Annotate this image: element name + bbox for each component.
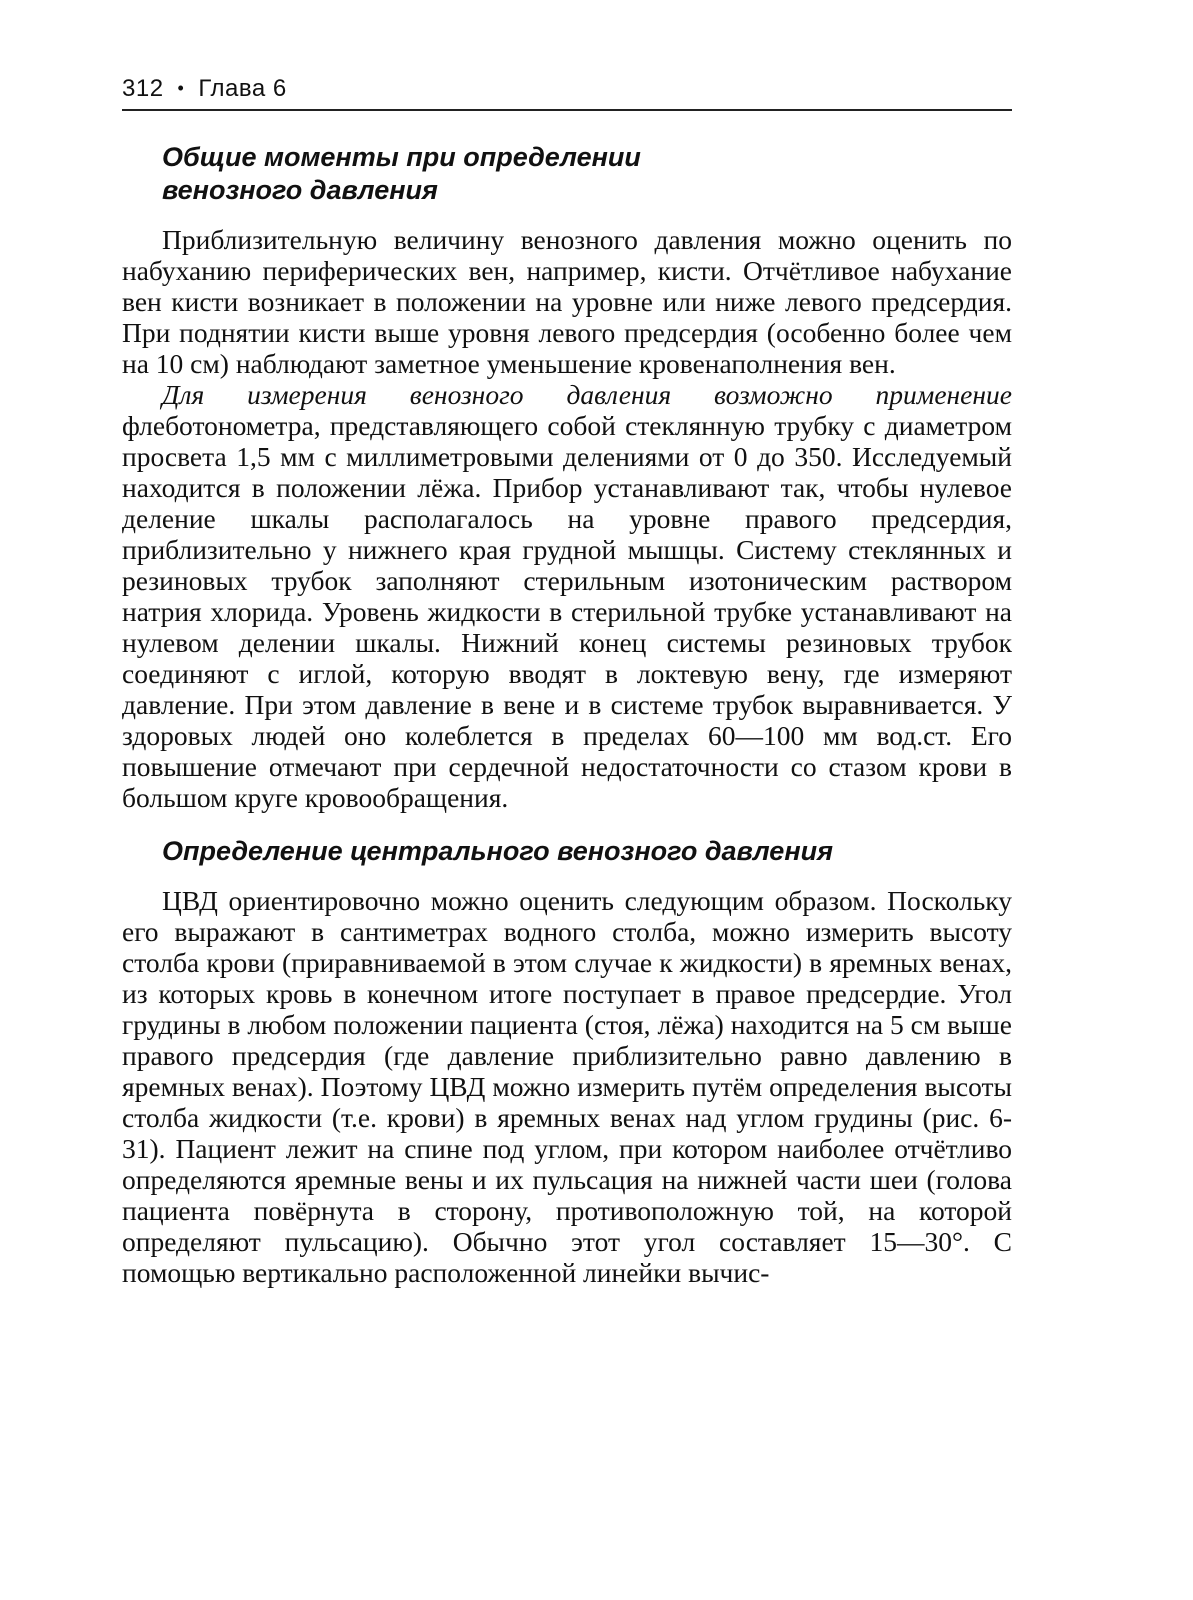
paragraph-peripheral-veins: Приблизительную величину венозного давления можно оценить по набуханию периферических вен, например, кисти. Отчётливое набухание вен кисти возникает в положении на уровне или ниже левого предсердия. При поднятии кисти выше уровня левого предсердия (особенно более чем на 10 см) наблюдают заметное уменьшение кровенаполнения вен. xyxy=(122,224,1012,379)
paragraph-body: флеботонометра, представляющего собой стеклянную трубку с диаметром просвета 1,5 мм с миллиметровыми делениями от 0 до 350. Исследуемый находится в положении лёжа. Прибор устанавливают так, чтобы нулевое деление шкалы располагалось на уровне правого предсердия, приблизительно у нижнего края грудной мышцы. Систему стеклянных и резиновых трубок заполняют стерильным изотоническим раствором натрия хлорида. Уровень жидкости в стерильной трубке устанавливают на нулевом делении шкалы. Нижний конец системы резиновых трубок соединяют с иглой, которую вводят в локтевую вену, где измеряют давление. При этом давление в вене и в системе трубок выравнивается. У здоровых людей оно колеблется в пределах 60—100 мм вод.ст. Его повышение отмечают при сердечной недостаточности со стазом крови в большом круге кровообращения. xyxy=(122,410,1012,813)
header-rule xyxy=(122,109,1012,111)
running-head xyxy=(122,70,1012,107)
bullet-separator: • xyxy=(177,78,185,98)
paragraph-cvp-estimation: ЦВД ориентировочно можно оценить следующим образом. Поскольку его выражают в сантиметрах водного столба, можно измерить высоту столба крови (приравниваемой в этом случае к жидкости) в яремных венах, из которых кровь в конечном итоге поступает в правое предсердие. Угол грудины в любом положении пациента (стоя, лёжа) находится на 5 см выше правого предсердия (где давление приблизительно равно давлению в яремных венах). Поэтому ЦВД можно измерить путём определения высоты столба жидкости (т.е. крови) в яремных венах над углом грудины (рис. 6-31). Пациент лежит на спине под углом, при котором наиболее отчётливо определяются яремные вены и их пульсация на нижней части шеи (голова пациента повёрнута в сторону, противоположную той, на которой определяют пульсацию). Обычно этот угол составляет 15—30°. С помощью вертикально расположенной линейки вычис- xyxy=(122,885,1012,1288)
paragraph-phlebotonometer xyxy=(122,379,1012,813)
section-heading-general: Общие моменты при определении венозного давления xyxy=(162,142,641,205)
paragraph-italic-lead: Для измерения венозного давления возможно применение xyxy=(162,379,1012,410)
document-page xyxy=(122,70,1012,1288)
page-number: 312 xyxy=(122,75,164,102)
chapter-label: Глава 6 xyxy=(198,75,287,102)
section-heading-cvp: Определение центрального венозного давления xyxy=(162,836,834,866)
